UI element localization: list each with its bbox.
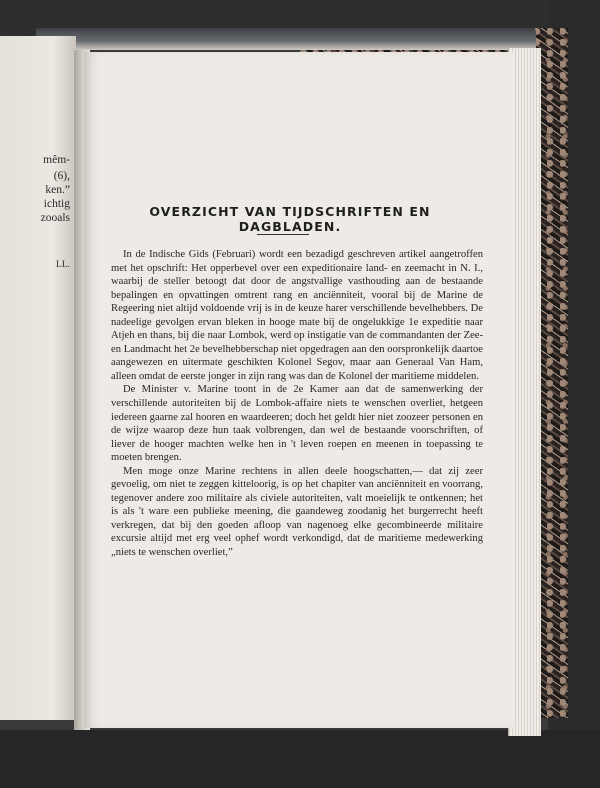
book-headband bbox=[36, 28, 536, 50]
paragraph: De Minister v. Marine toont in de 2e Kamer aan dat de samenwerking der verschillende autoriteiten bij de Lombok-affaire niets te wenschen overliet, hetgeen iedereen gaarne zal hooren en waardeeren; doch het geldt hier niet zoozeer personen en de wijze waarop deze hun taak volbrengen, dan wel de bestaande voorschriften, of liever de hooger machten welke hen in 't leven roepen en meenen in toepassing te moeten brengen. bbox=[111, 384, 483, 464]
left-page-fragment: zooals bbox=[40, 212, 70, 224]
article-title: OVERZICHT VAN TIJDSCHRIFTEN EN DAGBLADEN. bbox=[149, 204, 431, 234]
left-page-fragment: mêm- bbox=[43, 154, 70, 166]
article-body bbox=[111, 248, 483, 560]
left-page-fragment: LL. bbox=[56, 260, 70, 270]
left-page-fragment: ken.” bbox=[45, 184, 70, 196]
paragraph: Men moge onze Marine rechtens in allen deele hoogschatten,— dat zij zeer gevoelig, om niet te zeggen kitteloorig, is op het chapiter van anciënniteit en voorrang, tegenover andere zoo militaire als civiele autoriteiten, valt moeielijk te ontkennen; het is als 't ware een publieke meening, die gaandeweg zoodanig het burgerrecht heeft verkregen, dat bij den goeden afloop van nagenoeg elke gecombineerde militaire excursie altijd met erg veel ophef wordt verkondigd, dat de maritieme medewerking „niets te wenschen overliet,” bbox=[111, 465, 483, 559]
left-page bbox=[0, 36, 76, 720]
left-page-fragment: (6), bbox=[53, 170, 70, 182]
background-bottom bbox=[0, 730, 600, 788]
left-page-fragment: ichtig bbox=[43, 198, 70, 210]
paragraph: In de Indische Gids (Februari) wordt een bezadigd geschreven artikel aangetroffen met het opschrift: Het opperbevel over een expeditionaire land- en zeemacht in N. I., waarbij de steller betoogt dat door de angstvallige vasthouding aan de bestaande bepalingen en opvattingen omtrent rang en anciënniteit, vooral bij de Marine de Regeering niet altijd voldoende vrij is in de keuze harer verschillende bevelhebbers. De nadeelige gevolgen ervan bleken in hooge mate bij de ongelukkige 1e expeditie naar Atjeh en thans, bij die naar Lombok, werd op instigatie van de commandanten der Zee- en Landmacht het 2e bevelhebberschap niet opgedragen aan den oorspronkelijk daartoe aangewezen en uitermate geschikten Kolonel Segov, maar aan Generaal Van Ham, alleen omdat de eerste jonger in zijn rang was dan de Kolonel der maritieme middelen. bbox=[111, 249, 483, 382]
title-rule bbox=[257, 234, 309, 235]
